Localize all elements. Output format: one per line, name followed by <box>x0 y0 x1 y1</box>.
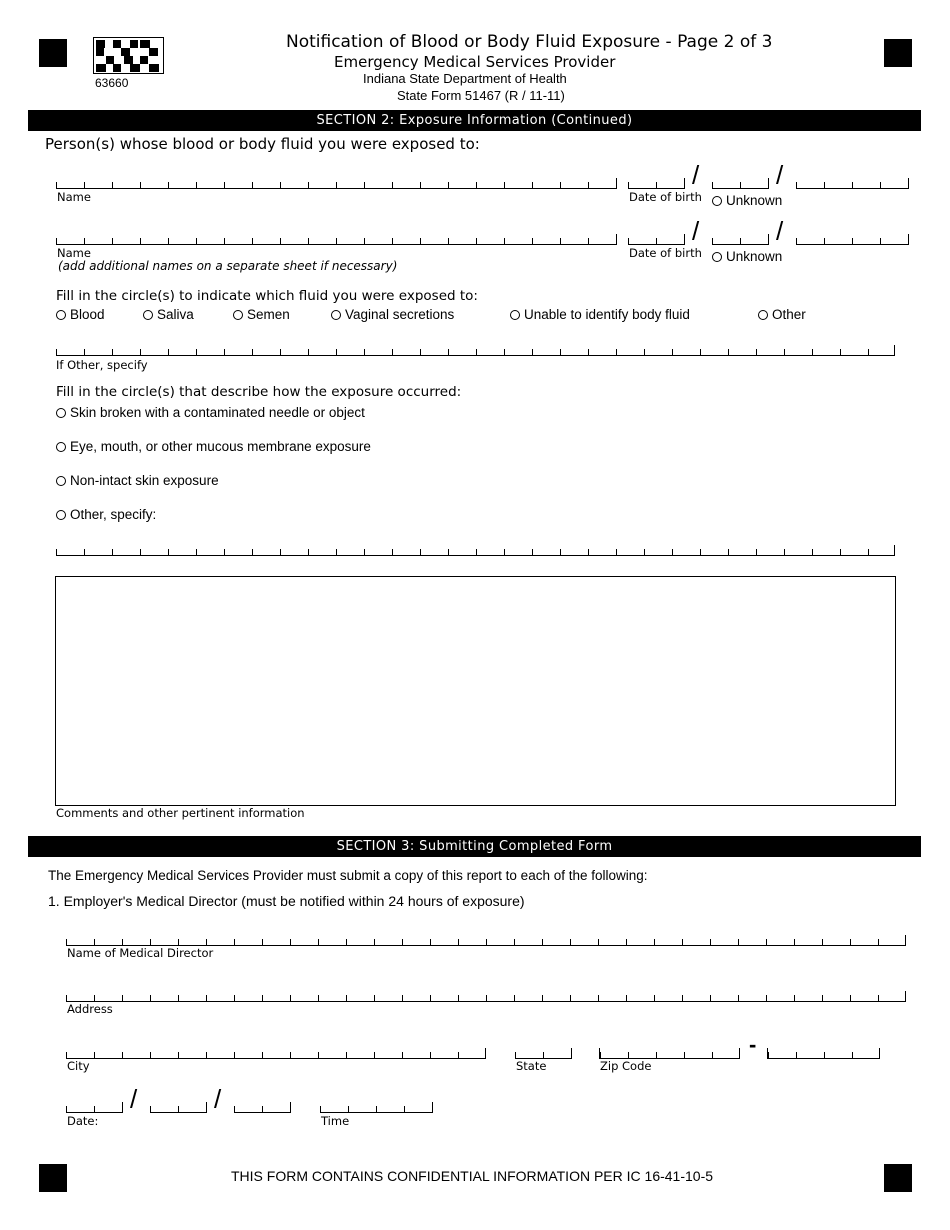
form-title: Notification of Blood or Body Fluid Exposure - Page 2 of 3 <box>286 32 773 52</box>
additional-names-note: (add additional names on a separate sheet if necessary) <box>58 259 398 273</box>
form-subtitle: Emergency Medical Services Provider <box>334 53 616 71</box>
fluid-option-label: Semen <box>247 307 290 322</box>
how-option-label: Eye, mouth, or other mucous membrane exposure <box>70 439 371 454</box>
person2-dob-month-field[interactable] <box>628 234 685 245</box>
address-field[interactable] <box>66 991 906 1002</box>
unknown-label: Unknown <box>726 249 783 264</box>
if-other-label: If Other, specify <box>56 358 148 372</box>
medical-director-item: 1. Employer's Medical Director (must be notified within 24 hours of exposure) <box>48 893 525 909</box>
state-field[interactable] <box>515 1048 572 1059</box>
how-option-label: Other, specify: <box>70 507 157 522</box>
dob-separator: / <box>692 160 700 190</box>
person1-name-label: Name <box>57 190 91 204</box>
city-label: City <box>67 1059 90 1073</box>
radio-circle-icon <box>758 310 768 320</box>
person2-name-field[interactable] <box>56 234 617 245</box>
fluid-prompt: Fill in the circle(s) to indicate which fluid you were exposed to: <box>56 288 478 304</box>
fluid-option-saliva[interactable] <box>143 307 194 323</box>
fluid-option-label: Blood <box>70 307 105 322</box>
fluid-option-unable-to-identify[interactable] <box>510 307 690 323</box>
person2-dob-year-field[interactable] <box>796 234 909 245</box>
fluid-option-label: Saliva <box>157 307 194 322</box>
fluid-option-semen[interactable] <box>233 307 290 323</box>
how-option-non-intact-skin[interactable] <box>56 473 219 489</box>
person1-dob-month-field[interactable] <box>628 178 685 189</box>
person1-dob-day-field[interactable] <box>712 178 769 189</box>
date-separator: / <box>214 1084 222 1114</box>
state-label: State <box>516 1059 547 1073</box>
zip-code-label: Zip Code <box>600 1059 652 1073</box>
radio-circle-icon <box>56 408 66 418</box>
person2-unknown-radio[interactable] <box>712 249 782 265</box>
city-field[interactable] <box>66 1048 486 1059</box>
dob-separator: / <box>776 216 784 246</box>
radio-circle-icon <box>331 310 341 320</box>
fluid-option-label: Vaginal secretions <box>345 307 455 322</box>
date-month-field[interactable] <box>66 1102 123 1113</box>
dob-separator: / <box>776 160 784 190</box>
section2-heading: SECTION 2: Exposure Information (Continued) <box>28 110 921 131</box>
zip-separator: - <box>749 1032 757 1057</box>
person2-dob-label: Date of birth <box>629 246 702 260</box>
barcode-number: 63660 <box>95 76 129 90</box>
person1-dob-label: Date of birth <box>629 190 702 204</box>
radio-circle-icon <box>712 252 722 262</box>
how-option-other[interactable] <box>56 507 156 523</box>
date-year-field[interactable] <box>234 1102 291 1113</box>
form-number: State Form 51467 (R / 11-11) <box>397 88 565 103</box>
person2-dob-day-field[interactable] <box>712 234 769 245</box>
submit-instruction: The Emergency Medical Services Provider must submit a copy of this report to each of the following: <box>48 868 648 883</box>
address-label: Address <box>67 1002 113 1016</box>
person1-dob-year-field[interactable] <box>796 178 909 189</box>
radio-circle-icon <box>712 196 722 206</box>
how-option-label: Skin broken with a contaminated needle or object <box>70 405 365 420</box>
section3-heading: SECTION 3: Submitting Completed Form <box>28 836 921 857</box>
how-option-label: Non-intact skin exposure <box>70 473 219 488</box>
fluid-option-label: Unable to identify body fluid <box>524 307 690 322</box>
radio-circle-icon <box>143 310 153 320</box>
radio-circle-icon <box>510 310 520 320</box>
dob-separator: / <box>692 216 700 246</box>
confidential-notice: THIS FORM CONTAINS CONFIDENTIAL INFORMATION PER IC 16-41-10-5 <box>231 1168 714 1184</box>
person2-name-label: Name <box>57 246 91 260</box>
fluid-option-blood[interactable] <box>56 307 105 323</box>
radio-circle-icon <box>56 510 66 520</box>
time-label: Time <box>321 1114 350 1128</box>
persons-prompt: Person(s) whose blood or body fluid you were exposed to: <box>45 135 480 153</box>
if-other-specify-field[interactable] <box>56 345 895 356</box>
fluid-option-other[interactable] <box>758 307 806 323</box>
radio-circle-icon <box>233 310 243 320</box>
radio-circle-icon <box>56 442 66 452</box>
comments-textarea[interactable] <box>55 576 896 806</box>
medical-director-name-field[interactable] <box>66 935 906 946</box>
date-label: Date: <box>67 1114 99 1128</box>
registration-mark-top-left <box>39 39 67 67</box>
how-option-needle[interactable] <box>56 405 365 421</box>
registration-mark-top-right <box>884 39 912 67</box>
comments-label: Comments and other pertinent information <box>56 806 305 820</box>
fluid-option-label: Other <box>772 307 806 322</box>
radio-circle-icon <box>56 476 66 486</box>
person1-name-field[interactable] <box>56 178 617 189</box>
medical-director-name-label: Name of Medical Director <box>67 946 214 960</box>
radio-circle-icon <box>56 310 66 320</box>
form-barcode <box>93 37 164 74</box>
how-prompt: Fill in the circle(s) that describe how the exposure occurred: <box>56 384 462 400</box>
date-separator: / <box>130 1084 138 1114</box>
unknown-label: Unknown <box>726 193 783 208</box>
department-name: Indiana State Department of Health <box>363 71 567 86</box>
registration-mark-bottom-left <box>39 1164 67 1192</box>
date-day-field[interactable] <box>150 1102 207 1113</box>
time-field[interactable] <box>320 1102 433 1113</box>
other-specify-field[interactable] <box>56 545 895 556</box>
how-option-mucous-membrane[interactable] <box>56 439 371 455</box>
zip-code-field[interactable] <box>599 1048 740 1059</box>
zip-extension-field[interactable] <box>767 1048 880 1059</box>
registration-mark-bottom-right <box>884 1164 912 1192</box>
fluid-option-vaginal-secretions[interactable] <box>331 307 454 323</box>
person1-unknown-radio[interactable] <box>712 193 782 209</box>
